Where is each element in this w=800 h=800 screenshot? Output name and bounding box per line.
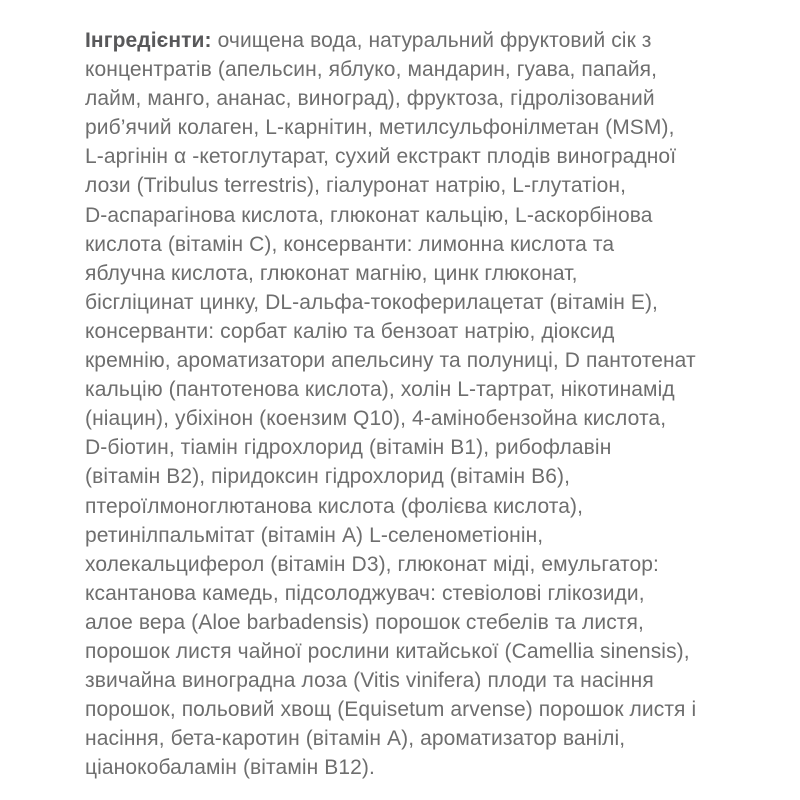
ingredients-text-block bbox=[85, 26, 745, 782]
text-line: (вітамін В2), піридоксин гідрохлорид (вітамін В6), bbox=[85, 465, 571, 489]
text-line: D-аспарагінова кислота, глюконат кальцію, L-аскорбінова bbox=[85, 203, 653, 227]
text-line: D-біотин, тіамін гідрохлорид (вітамін В1), рибофлавін bbox=[85, 436, 612, 460]
text-line: ксантанова камедь, підсолоджувач: стевіолові глікозиди, bbox=[85, 581, 645, 605]
text-line: алое вера (Aloe barbadensis) порошок стебелів та листя, bbox=[85, 610, 644, 634]
text-line: насіння, бета-каротин (вітамін А), ароматизатор ванілі, bbox=[85, 727, 626, 751]
text-line: порошок листя чайної рослини китайської (Camellia sinensis), bbox=[85, 639, 690, 663]
text-line: холекальциферол (вітамін D3), глюконат міді, емульгатор: bbox=[85, 552, 659, 576]
text-line: (ніацин), убіхінон (коензим Q10), 4-амінобензойна кислота, bbox=[85, 407, 667, 431]
text-line: лози (Tribulus terrestris), гіалуронат натрію, L-глутатіон, bbox=[85, 174, 627, 198]
text-line: риб’ячий колаген, L-карнітин, метилсульфонілметан (MSM), bbox=[85, 116, 675, 140]
ingredients-intro-text: очищена вода, натуральний фруктовий сік з bbox=[217, 29, 652, 52]
text-line: яблучна кислота, глюконат магнію, цинк глюконат, bbox=[85, 261, 578, 285]
text-line: птероїлмоноглютанова кислота (фолієва кислота), bbox=[85, 494, 584, 518]
text-line: порошок, польовий хвощ (Equisetum arvense) порошок листя і bbox=[85, 698, 697, 722]
text-line: кремнію, ароматизатори апельсину та полуниці, D пантотенат bbox=[85, 349, 696, 373]
text-line: лайм, манго, ананас, виноград), фруктоза, гідролізований bbox=[85, 87, 655, 111]
text-line: L-аргінін α -кетоглутарат, сухий екстракт плодів виноградної bbox=[85, 145, 677, 169]
text-line: кальцію (пантотенова кислота), холін L-тартрат, нікотинамід bbox=[85, 378, 675, 402]
text-line: концентратів (апельсин, яблуко, мандарин, гуава, папайя, bbox=[85, 58, 658, 82]
text-line: консерванти: сорбат калію та бензоат натрію, діоксид bbox=[85, 319, 615, 343]
text-line: бісгліцинат цинку, DL-альфа-токоферилацетат (вітамін Е), bbox=[85, 290, 658, 314]
text-line bbox=[85, 26, 745, 55]
text-line: звичайна виноградна лоза (Vitis vinifera) плоди та насіння bbox=[85, 669, 654, 693]
ingredients-label: Інгредієнти: bbox=[85, 29, 212, 52]
text-line: ціанокобаламін (вітамін В12). bbox=[85, 756, 375, 780]
text-line: ретинілпальмітат (вітамін А) L-селенометіонін, bbox=[85, 523, 544, 547]
text-line: кислота (вітамін С), консерванти: лимонна кислота та bbox=[85, 232, 615, 256]
